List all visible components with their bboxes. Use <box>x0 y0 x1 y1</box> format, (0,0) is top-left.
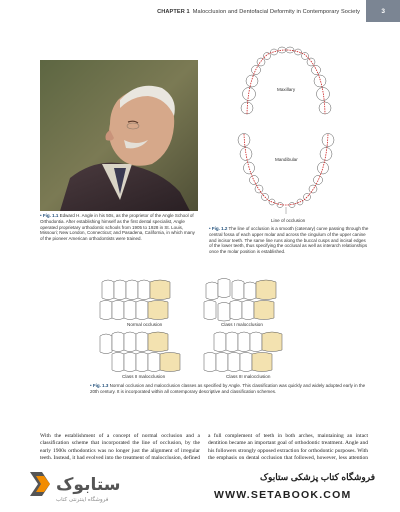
chapter-name: Malocclusion and Dentofacial Deformity in Contemporary Society <box>192 9 360 15</box>
mandibular-label: Mandibular <box>275 157 298 162</box>
fig3-caption-text: Normal occlusion and malocclusion classes as specified by Angle. This classification was quickly and widely adopted early in the 20th century. It is incorporated within all contemporary descriptive and classification schemes. <box>90 383 366 394</box>
fig2-label: • Fig. 1.2 <box>209 226 228 231</box>
setabook-logo <box>28 466 121 506</box>
chapter-number: CHAPTER 1 <box>157 9 190 15</box>
logo-text: ستابوک <box>56 475 121 495</box>
dental-arch-diagram <box>228 40 348 220</box>
class3-label: Class III malocclusion <box>226 374 271 379</box>
fig2-caption-text: The line of occlusion is a smooth (catenary) curve passing through the central fossa of each upper molar and across the cingulum of the upper canine and incisor teeth. The same line runs along the buccal cusps and incisal edges of the lower teeth, thus specifying the occlusal as well as interarch relationships once the molar position is established. <box>209 226 369 255</box>
body-text-column-2: a full complement of teeth in both arches, maintaining an intact dentition became an important goal of orthodontic treatment. Angle and his followers strongly opposed extraction for orthodontic purposes. With the emphasis on dental occlusion that followed, however, less attention <box>208 433 368 462</box>
store-name: فروشگاه کتاب پزشکی ستابوک <box>260 472 375 482</box>
class1-malocclusion-drawing <box>202 278 292 322</box>
fig3-label: • Fig. 1.3 <box>90 383 109 388</box>
normal-occlusion-label: Normal occlusion <box>127 322 163 327</box>
chapter-title <box>157 9 360 15</box>
logo-subtext: فروشگاه اینترنتی کتاب <box>56 497 109 503</box>
class2-malocclusion-drawing <box>98 330 188 374</box>
fig3-caption <box>90 383 370 395</box>
fig1-label: • Fig. 1.1 <box>40 213 59 218</box>
class1-label: Class I malocclusion <box>221 322 263 327</box>
angle-portrait-image <box>40 60 198 211</box>
store-url[interactable]: WWW.SETABOOK.COM <box>214 489 352 501</box>
fig1-caption <box>40 213 196 242</box>
page-number: 3 <box>381 8 385 15</box>
class2-label: Class II malocclusion <box>122 374 166 379</box>
class3-malocclusion-drawing <box>202 330 292 374</box>
running-header <box>0 0 400 22</box>
fig1-caption-text: Edward H. Angle in his 50s, as the proprietor of the Angle School of Orthodontia. After establishing himself as the first dental specialist, Angle operated proprietary orthodontic schools from 1905 to 1928 in St. Louis, Missouri; New London, Connecticut; and Pasadena, California, in which many of the pioneer American orthodontists were trained. <box>40 213 195 242</box>
body-text-column-1: With the establishment of a concept of normal occlusion and a classification scheme that incorporated the line of occlusion, by the early 1900s orthodontics was no longer just the alignment of irregular teeth. Instead, it had evolved into the treatment of malocclusion, defined <box>40 433 200 462</box>
line-of-occlusion-label: Line of occlusion <box>271 218 306 223</box>
maxillary-label: Maxillary <box>277 87 296 92</box>
normal-occlusion-drawing <box>98 278 188 322</box>
fig2-caption <box>209 226 369 255</box>
